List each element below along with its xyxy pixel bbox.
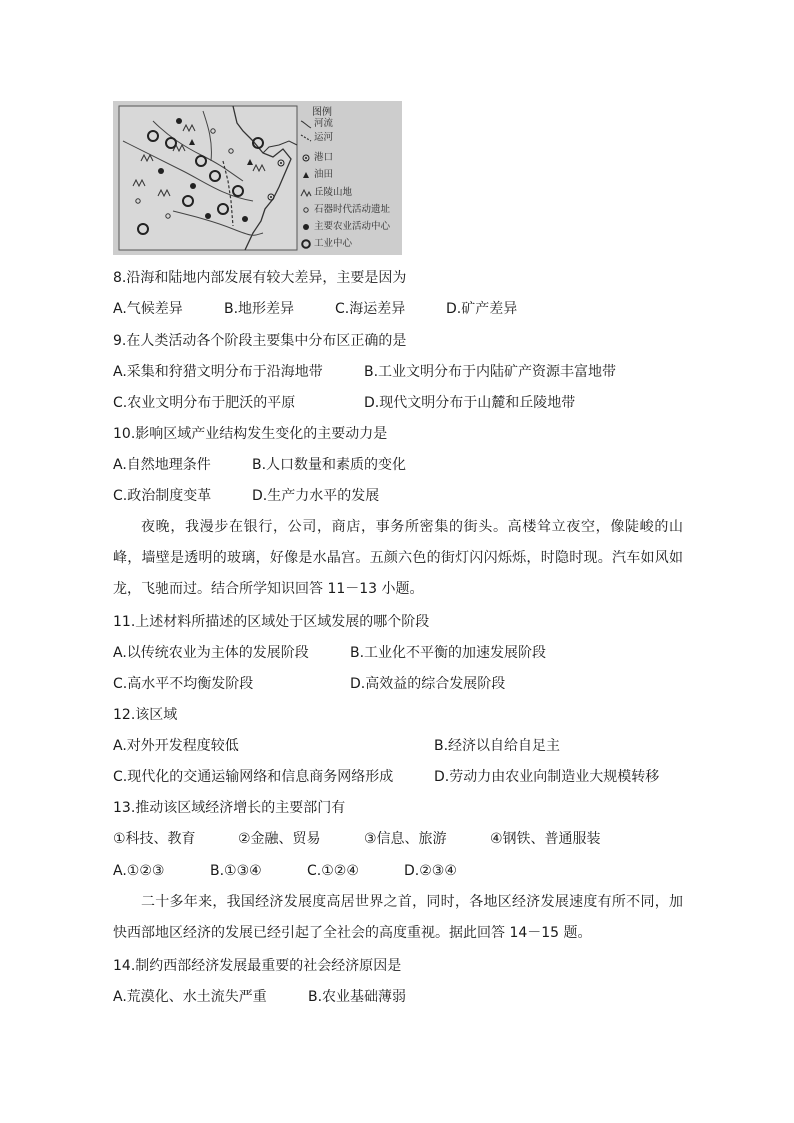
question-12-option-d: D.劳动力由农业向制造业大规模转移 — [434, 769, 660, 785]
reading-passage-2: 二十多年来，我国经济发展度高居世界之首，同时，各地区经济发展速度有所不同，加快西部地区经济的发展已经引起了全社会的高度重视。据此回答 14－15 题。 — [113, 894, 683, 941]
river-icon — [300, 118, 312, 130]
question-12-option-a: A.对外开发程度较低 — [113, 738, 239, 754]
legend-item-stone-age-site: 石器时代活动遗址 — [300, 204, 400, 218]
canal-icon — [300, 132, 312, 144]
question-8-option-d: D.矿产差异 — [446, 301, 518, 317]
question-9-option-a: A.采集和狩猎文明分布于沿海地带 — [113, 364, 323, 380]
question-13-item-4: ④钢铁、普通服装 — [490, 831, 601, 847]
question-13-stem: 13.推动该区域经济增长的主要部门有 — [113, 800, 346, 816]
agriculture-center-icon — [300, 221, 312, 233]
question-14-option-a: A.荒漠化、水土流失严重 — [113, 989, 267, 1005]
stone-age-site-icon — [300, 204, 312, 216]
port-icon — [300, 152, 312, 164]
question-13-option-a: A.①②③ — [113, 863, 165, 879]
question-11-option-a: A.以传统农业为主体的发展阶段 — [113, 645, 309, 661]
question-11-option-b: B.工业化不平衡的加速发展阶段 — [350, 645, 547, 661]
question-13-option-d: D.②③④ — [404, 863, 457, 879]
question-8-stem: 8.沿海和陆地内部发展有较大差异，主要是因为 — [113, 270, 407, 286]
question-10-option-b: B.人口数量和素质的变化 — [252, 457, 407, 473]
question-8-option-a: A.气候差异 — [113, 301, 183, 317]
legend-item-hills: 丘陵山地 — [300, 187, 400, 201]
legend-item-oilfield: 油田 — [300, 169, 400, 183]
question-12-option-c: C.现代化的交通运输网络和信息商务网络形成 — [113, 769, 394, 785]
question-9-option-d: D.现代文明分布于山麓和丘陵地带 — [364, 395, 576, 411]
legend-item-port: 港口 — [300, 152, 400, 166]
question-11-option-d: D.高效益的综合发展阶段 — [350, 676, 506, 692]
question-12-option-b: B.经济以自给自足主 — [434, 738, 561, 754]
question-10-stem: 10.影响区域产业结构发生变化的主要动力是 — [113, 426, 388, 442]
question-11-option-c: C.高水平不均衡发阶段 — [113, 676, 254, 692]
question-14-stem: 14.制约西部经济发展最重要的社会经济原因是 — [113, 958, 402, 974]
question-9-option-c: C.农业文明分布于肥沃的平原 — [113, 395, 296, 411]
legend-item-canal: 运河 — [300, 132, 400, 146]
hills-icon — [300, 187, 312, 199]
question-13-item-1: ①科技、教育 — [113, 831, 196, 847]
question-10-option-d: D.生产力水平的发展 — [252, 488, 380, 504]
question-14-option-b: B.农业基础薄弱 — [308, 989, 407, 1005]
legend-item-industry-center: 工业中心 — [300, 238, 400, 252]
region-map — [113, 101, 402, 255]
question-12-stem: 12.该区域 — [113, 707, 178, 723]
legend-title: 图例 — [312, 107, 332, 118]
question-10-option-c: C.政治制度变革 — [113, 488, 212, 504]
question-13-option-b: B.①③④ — [210, 863, 262, 879]
question-8-option-c: C.海运差异 — [335, 301, 406, 317]
legend-item-agriculture-center: 主要农业活动中心 — [300, 221, 400, 235]
reading-passage-1: 夜晚，我漫步在银行，公司，商店，事务所密集的街头。高楼耸立夜空，像陡峻的山峰，墙壁是透明的玻璃，好像是水晶宫。五颜六色的街灯闪闪烁烁，时隐时现。汽车如风如龙，飞驰而过。结合所学知识回答 11－13 小题。 — [113, 519, 683, 597]
question-13-item-3: ③信息、旅游 — [364, 831, 447, 847]
question-10-option-a: A.自然地理条件 — [113, 457, 211, 473]
industry-center-icon — [300, 238, 312, 250]
question-9-option-b: B.工业文明分布于内陆矿产资源丰富地带 — [364, 364, 617, 380]
legend-item-river: 河流 — [300, 118, 400, 132]
oilfield-icon — [300, 169, 312, 181]
question-13-option-c: C.①②④ — [307, 863, 359, 879]
question-8-option-b: B.地形差异 — [224, 301, 295, 317]
question-13-item-2: ②金融、贸易 — [238, 831, 321, 847]
question-11-stem: 11.上述材料所描述的区域处于区域发展的哪个阶段 — [113, 614, 430, 630]
question-9-stem: 9.在人类活动各个阶段主要集中分布区正确的是 — [113, 333, 407, 349]
